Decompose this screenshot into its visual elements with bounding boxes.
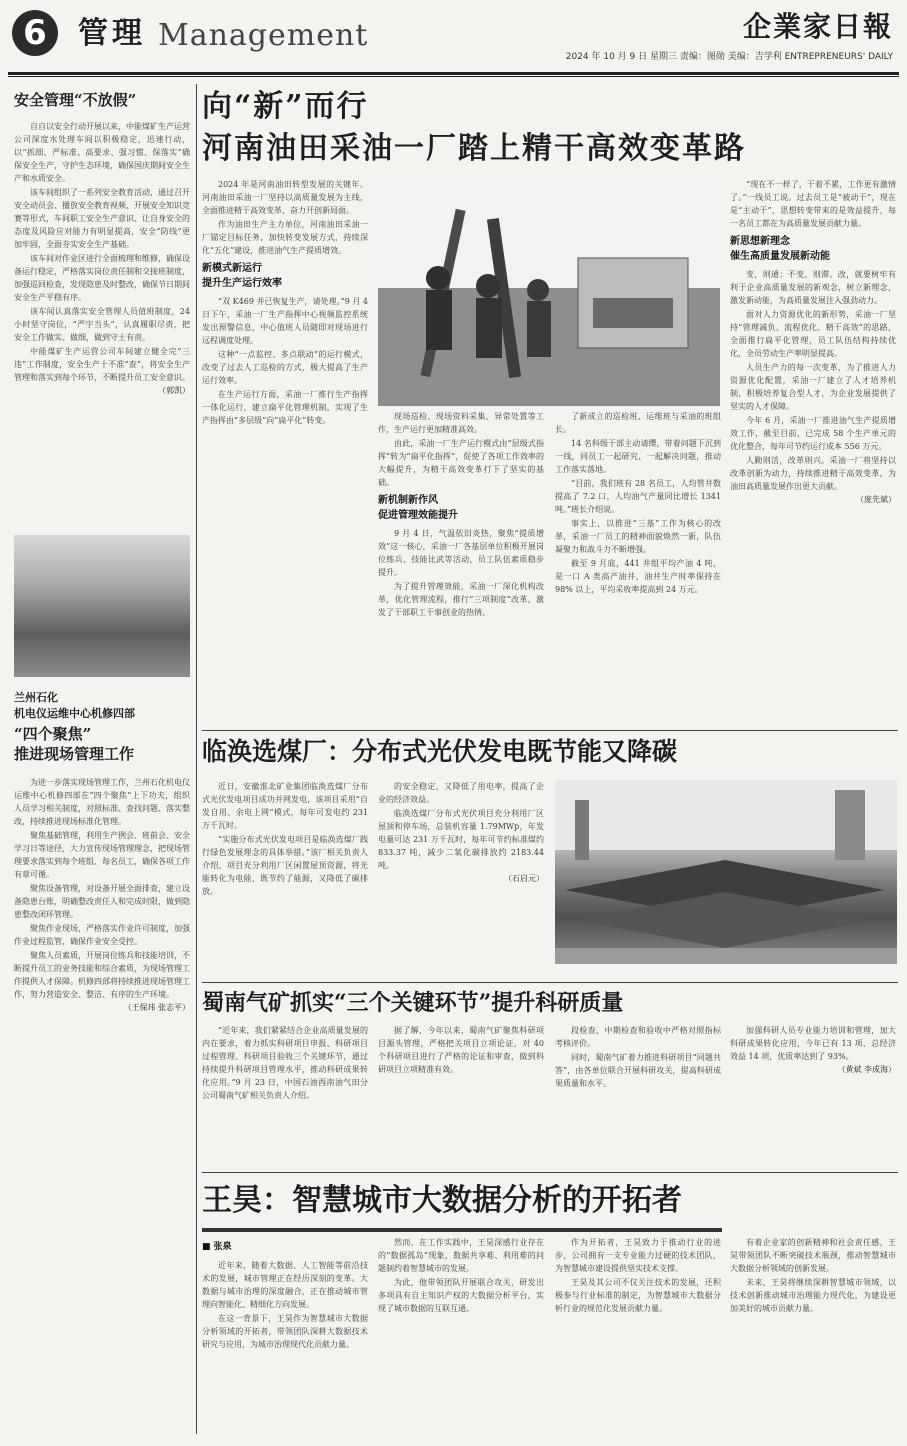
story4-column-1 <box>202 1236 368 1436</box>
story2-photo <box>555 780 897 964</box>
paragraph: 聚焦人员素质，开展岗位练兵和技能培训，不断提升员工的业务技能和综合素质，为现场管理工作提供人才保障。机修四部将持续推进现场管理工作，努力营造安全、整洁、有序的生产环境。 <box>14 951 190 999</box>
paragraph: 为了提升管理效能，采油一厂深化机构改革，优化管理流程，推行“三项制度”改革，激发了干部职工干事创业的热情。 <box>378 582 544 617</box>
left-article-kicker: 兰州石化 机电仪运维中心机修四部 <box>14 691 135 720</box>
left-article-title: 安全管理“不放假” <box>14 91 137 109</box>
solar-carport-illustration <box>555 780 897 964</box>
story4-column-2 <box>378 1236 544 1436</box>
paragraph: “实施分布式光伏发电项目是临涣选煤厂践行绿色发展理念的具体举措。”该厂相关负责人介绍，项目充分利用厂区闲置屋顶资源，将光能转化为电能，既节约了能源，又降低了碳排放。 <box>202 835 368 896</box>
paragraph: 在这一背景下，王昊作为智慧城市大数据分析领域的开拓者，带领团队深耕大数据技术研究与应用，为城市治理现代化贡献力量。 <box>202 1314 368 1349</box>
paragraph: 聚焦基础管理，利用生产例会、班前会、安全学习日等途径，大力宣传现场管理理念，把现场管理要求落实到每个班组、每名员工，确保各项工作有章可循。 <box>14 831 190 879</box>
paragraph: 自自以安全行动开展以来，中能煤矿生产运营公司深度水处理车间以积极稳定，迅速行动，以“抓细、严标准、高要求、强习惯、保落实”确保安全生产，守护生态环境，确保国庆期间安全生产和水质安全。 <box>14 122 190 183</box>
byline: （黄斌 李成海） <box>837 1065 896 1074</box>
paragraph: 据了解，今年以来，蜀南气矿聚焦科研项目源头管理，严格把关项目立项论证，对 40 个科研项目进行了严格的论证和审查，做到科研项目立项精准有效。 <box>378 1026 544 1074</box>
paragraph: 聚焦设备管理，对设备开展全面排查，建立设备隐患台账，明确整改责任人和完成时限，做到隐患整改闭环管理。 <box>14 884 190 919</box>
paragraph: 中能煤矿生产运营公司车间建立健全完“三违”工作制度，安全生产十不准“查”，将安全生产管理和落实到每个环节，不断提升员工安全意识。 <box>14 347 190 382</box>
story1-subhead-2: 新机制新作风 促进管理效能提升 <box>378 495 458 521</box>
story1-column-2 <box>378 410 544 726</box>
paragraph: 14 名科级干部主动请缨，带着问题下沉到一线，同员工一起研究、一起解决问题，推动工作落实落地。 <box>555 439 721 474</box>
paragraph: “双 K469 井已恢复生产，请处理。”9 月 4 日下午，采油一厂生产指挥中心视频监控系统发出预警信息，中心值班人员随即对现场进行远程调度处理。 <box>202 297 368 345</box>
story4-title-rule <box>202 1228 722 1232</box>
paragraph: 该车间对作业区进行全面梳理和维修，确保设备运行稳定，严格落实岗位责任制和交接班制度，加强巡回检查，发现隐患及时整改，确保节日期间安全生产平稳有序。 <box>14 254 190 302</box>
paragraph: 为进一步落实现场管理工作，兰州石化机电仪运维中心机修四部在“四个聚焦”上下功夫，组织人员学习相关制度，对照标准、查找问题、落实整改，持续推进现场标准化管理。 <box>14 778 190 826</box>
newspaper-logo: 企業家日報 <box>742 10 893 43</box>
story1-column-3 <box>555 410 721 726</box>
column-divider <box>196 84 197 1434</box>
story4-author: ■ 张泉 <box>202 1242 232 1252</box>
paragraph: 这种“一点监控、多点联动”的运行模式，改变了过去人工巡检的方式，极大提高了生产运行效率。 <box>202 350 368 385</box>
byline: （庞先斌） <box>856 495 896 504</box>
paragraph: 临涣选煤厂分布式光伏项目充分利用厂区屋顶和停车场，总装机容量 1.79MWp，年发电量可达 231 万千瓦时，每年可节约标准煤约 833.37 吨，减少二氧化碳排放约 2183.44 吨。 <box>378 809 544 870</box>
story3-column-1 <box>202 1024 368 1164</box>
byline: （石启元） <box>504 874 544 883</box>
paragraph: 今年 6 月，采油一厂推进油气生产提质增效工作，截至目前，已完成 58 个生产单元的优化整合，每年可节约运行成本 556 万元。 <box>730 416 896 451</box>
paragraph: 作为开拓者，王昊致力于推动行业的进步，公司拥有一支专业能力过硬的技术团队，为智慧城市建设提供坚实技术支撑。 <box>555 1238 721 1273</box>
paragraph: 段检查，中期检查和验收中严格对照指标考核评价。 <box>555 1026 721 1048</box>
issue-info: 2024 年 10 月 9 日 星期三 责编：图勋 美编：吉学利 ENTREPRENEURS' DAILY <box>565 52 893 62</box>
oilfield-workers-illustration <box>378 178 720 406</box>
left-article2-title: “四个聚焦” 推进现场管理工作 <box>14 725 135 763</box>
paragraph: 同时，蜀南气矿着力推进科研项目“同题共答”，由各单位联合开展科研攻关，提高科研成果质量和水平。 <box>555 1053 721 1088</box>
paragraph: 人员生产力的每一次变革，为了推进人力资源优化配置，采油一厂建立了人才培养机制，积极培养复合型人才，为企业发展提供了坚实的人才保障。 <box>730 363 896 411</box>
byline: （王保玮 张志平） <box>123 1003 190 1012</box>
story1-column-4 <box>730 178 896 726</box>
paragraph: 加强科研人员专业能力培训和管理，加大科研成果转化应用，今年已有 13 项、总经济效益 14 项，优质率达到了 93%。 <box>730 1026 896 1061</box>
paragraph: 人勤则活，改革则兴。采油一厂将坚持以改革创新为动力，持续推进精干高效变革，为油田高质量发展作出更大贡献。 <box>730 456 896 491</box>
paragraph: 2024 年是河南油田转型发展的关键年。河南油田采油一厂坚持以高质量发展为主线，全面推进精干高效变革，奋力开创新局面。 <box>202 180 368 215</box>
paragraph: 作为油田生产主力单位，河南油田采油一厂锚定目标任务，加快转变发展方式，持续深化“五化”建设，推进油气生产提质增效。 <box>202 220 368 255</box>
byline: （郭凯） <box>158 386 190 395</box>
paragraph: 王昊及其公司不仅关注技术的发展，还积极参与行业标准的制定，为智慧城市大数据分析行业的规范化发展贡献力量。 <box>555 1278 721 1313</box>
paragraph: 面对人力资源优化的新形势，采油一厂坚持“管理减负、流程优化、精干高效”的思路，全面推行扁平化管理，员工队伍结构持续优化，全员劳动生产率明显提高。 <box>730 310 896 358</box>
story1-title-line2: 河南油田采油一厂踏上精干高效变革路 <box>202 131 746 166</box>
paragraph: 现场巡检、现场资料采集、异常处置等工作，生产运行更加精准高效。 <box>378 412 544 434</box>
story-divider <box>202 982 898 983</box>
paragraph: 近日，安徽淮北矿业集团临涣选煤厂分布式光伏发电项目成功并网发电，该项目采用“自发自用、余电上网”模式，每年可发电约 231 万千瓦时。 <box>202 782 368 830</box>
paragraph: “现在不一样了，干着不累，工作更有激情了。”一线员工说。过去员工是“被动干”，现在是“主动干”，思想转变带来的是效益提升，每一名员工都在为高质量发展贡献力量。 <box>730 180 896 228</box>
section-title: 管理 <box>78 16 146 51</box>
story2-title: 临涣选煤厂：分布式光伏发电既节能又降碳 <box>202 737 678 766</box>
paragraph: 为此，他带领团队开展联合攻关，研发出多项具有自主知识产权的大数据分析平台，实现了城市数据的互联互通。 <box>378 1278 544 1313</box>
left-article-body <box>14 120 190 530</box>
page-number-badge: 6 <box>12 10 58 56</box>
paragraph: 的安全稳定，又降低了用电率，提高了企业的经济效益。 <box>378 782 544 804</box>
paragraph: 截至 9 月底，441 井组平均产油 4 吨，是一口 A 类高产油井，油井生产时率保持在 98% 以上，平均采收率提高到 24 万元。 <box>555 559 721 594</box>
paragraph: 变，则通；不变，则滞。改，就要树牢有利于企业高质量发展的新观念，树立新理念，激发新动能，为高质量发展注入强劲动力。 <box>730 270 896 305</box>
story1-title-line1: 向“新”而行 <box>202 89 369 124</box>
paragraph: 在生产运行方面，采油一厂推行生产指挥一体化运行，建立扁平化管理机制，实现了生产指挥由“多层级”向“扁平化”转变。 <box>202 390 368 425</box>
story4-title: 王昊：智慧城市大数据分析的开拓者 <box>202 1183 682 1218</box>
story-divider <box>202 730 898 731</box>
story3-column-2 <box>378 1024 544 1164</box>
story1-subhead-1: 新模式新运行 提升生产运行效率 <box>202 263 282 289</box>
paragraph: 该车间组织了一系列安全教育活动，通过召开安全动员会、播放安全教育视频、开展安全知识竞赛等形式，车间职工安全生产意识、让自身安全的态度及风险应对能力有明显提高，安全“防线”更加牢固，全面夯实安全生产基础。 <box>14 188 190 249</box>
masthead-rule-thin <box>8 76 899 77</box>
story1-photo <box>378 178 720 406</box>
story4-column-4 <box>730 1236 896 1436</box>
masthead-rule <box>8 72 899 75</box>
paragraph: 9 月 4 日，气温依旧炎热，聚焦“提质增效”这一核心，采油一厂各基层单位积极开展岗位练兵、技能比武等活动，员工队伍素质稳步提升。 <box>378 529 544 577</box>
left-article2-body <box>14 776 190 1416</box>
story1-column-1 <box>202 178 368 726</box>
left-article-photo <box>14 535 190 677</box>
paragraph: “近年来，我们紧紧结合企业高质量发展的内在要求，着力抓实科研项目申报、科研项目过程管理、科研项目验收三个关键环节，通过持续提升科研项目管理水平，推动科研成果转化应用。”9 月 23 日，中国石油西南油气田分公司蜀南气矿相关负责人介绍。 <box>202 1026 368 1100</box>
section-title-en: Management <box>158 18 369 53</box>
paragraph: 未来，王昊将继续深耕智慧城市领域，以技术创新推动城市治理能力现代化，为建设更加美好的城市贡献力量。 <box>730 1278 896 1313</box>
story2-column-2 <box>378 780 544 964</box>
story1-subhead-3: 新思想新理念 催生高质量发展新动能 <box>730 236 830 262</box>
masthead <box>8 8 899 70</box>
paragraph: 有着企业家的创新精神和社会责任感，王昊带领团队不断突破技术瓶颈，推动智慧城市大数据分析领域的创新发展。 <box>730 1238 896 1273</box>
story3-column-4 <box>730 1024 896 1164</box>
story3-title: 蜀南气矿抓实“三个关键环节”提升科研质量 <box>202 990 624 1016</box>
story4-column-3 <box>555 1236 721 1436</box>
paragraph: 近年来，随着大数据、人工智能等前沿技术的发展，城市管理正在经历深刻的变革。大数据与城市治理的深度融合，正在推动城市管理向智能化、精细化方向发展。 <box>202 1261 368 1309</box>
paragraph: 该车间认真落实安全管理人员值班制度，24 小时坚守岗位，“严字当头”，认真履职尽责，把安全工作做实、做细，做到守土有责。 <box>14 307 190 342</box>
story-divider <box>202 1172 898 1173</box>
paragraph: 聚焦作业现场，严格落实作业许可制度，加强作业过程监管，确保作业安全受控。 <box>14 924 190 946</box>
story2-column-1 <box>202 780 368 964</box>
paragraph: 事实上，以推进“三基”工作为核心的改革，采油一厂员工的精神面貌焕然一新，队伍凝聚力和战斗力不断增强。 <box>555 519 721 554</box>
paragraph: 了新成立的巡检班、运维班与采油的班组长。 <box>555 412 721 434</box>
paragraph: “目前，我们班有 28 名员工，人均管井数提高了 7.2 口，人均油气产量同比增长 1341 吨。”班长介绍说。 <box>555 479 721 514</box>
paragraph: 然而，在工作实践中，王昊深感行业存在的“数据孤岛”现象，数据共享难、利用难的问题制约着智慧城市的发展。 <box>378 1238 544 1273</box>
paragraph: 由此，采油一厂生产运行模式由“层级式指挥”转为“扁平化指挥”，促使了各项工作效率的大幅提升，为精干高效变革打下了坚实的基础。 <box>378 439 544 487</box>
story3-column-3 <box>555 1024 721 1164</box>
